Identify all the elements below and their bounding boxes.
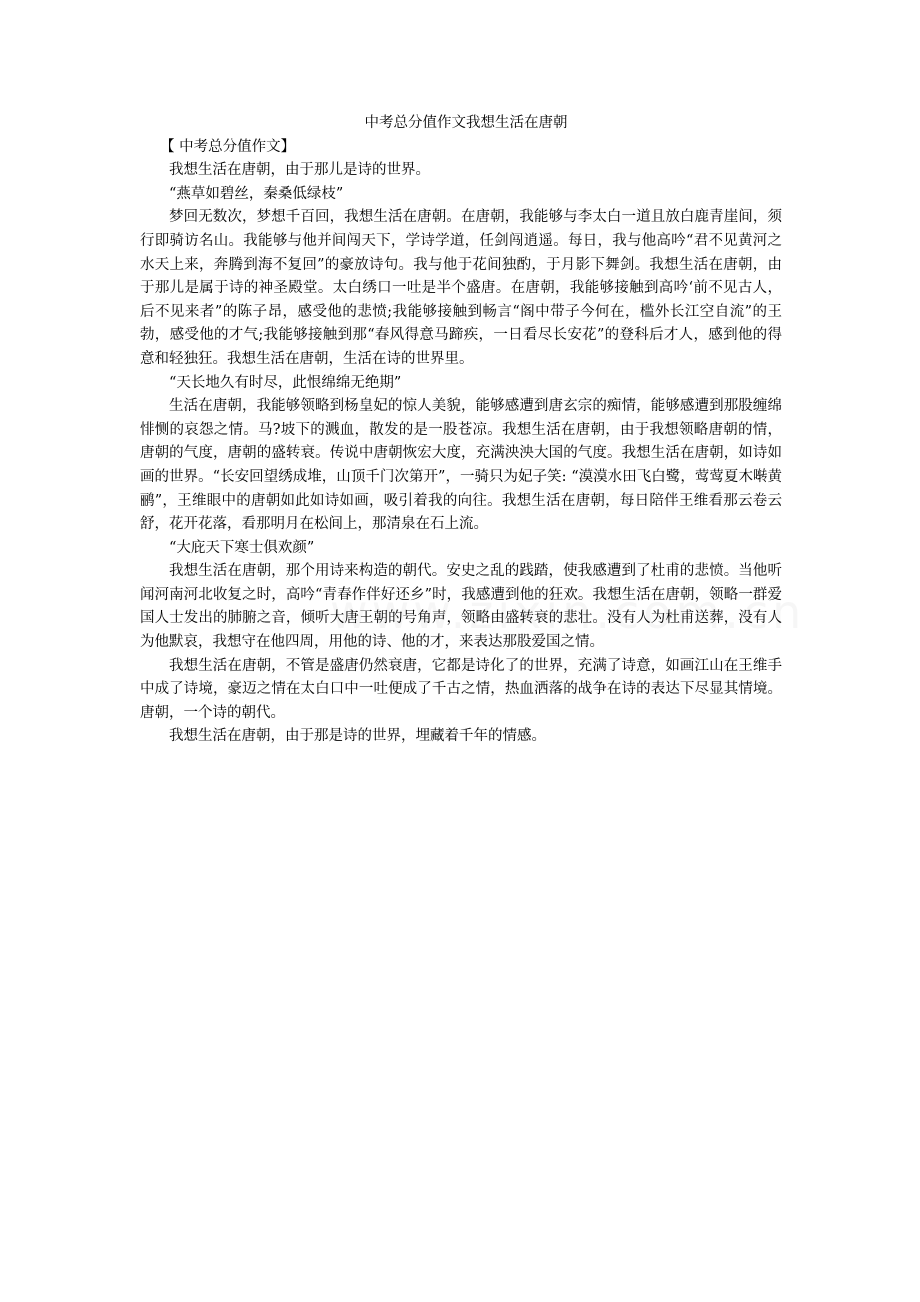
poem-quote: “天长地久有时尽，此恨绵绵无绝期” — [169, 374, 402, 391]
section-label: 【 中考总分值作文】 — [160, 138, 296, 155]
document-title: 中考总分值作文我想生活在唐朝 — [364, 115, 568, 131]
paragraph: 我想生活在唐朝，不管是盛唐仍然衰唐，它都是诗化了的世界，充满了诗意，如画江山在王维手中成了诗境，豪迈之情在太白口中一吐便成了千古之情，热血洒落的战争在诗的表达下尽显其情境。唐朝，一个诗的朝代。 — [140, 657, 782, 721]
paragraph: 我想生活在唐朝，那个用诗来构造的朝代。安史之乱的践踏，使我感遭到了杜甫的悲愤。当他听闻河南河北收复之时，高吟“青春作伴好还乡”时，我感遭到他的狂欢。我想生活在唐朝，领略一群爱国人士发出的肺腑之音，倾听大唐王朝的号角声，领略由盛转衰的悲壮。没有人为杜甫送葬，没有人为他默哀，我想守在他四周，用他的诗、他的才，来表达那股爱国之情。 — [140, 563, 782, 651]
paragraph: 生活在唐朝，我能够领略到杨皇妃的惊人美貌，能够感遭到唐玄宗的痴情，能够感遭到那股缠绵悱恻的哀怨之情。马?坡下的溅血，散发的是一股苍凉。我想生活在唐朝，由于我想领略唐朝的情，唐朝的气度，唐朝的盛转衰。传说中唐朝恢宏大度，充满泱泱大国的气度。我想生活在唐朝，如诗如画的世界。“长安回望绣成堆，山顶千门次第开”，一骑只为妃子笑: “漠漠水田飞白鹭，莺莺夏木啭黄鹂”，王维眼中的唐朝如此如诗如画，吸引着我的向往。我想生活在唐朝，每日陪伴王维看那云卷云舒，花开花落，看那明月在松间上，那清泉在石上流。 — [140, 398, 782, 533]
paragraph: 梦回无数次，梦想千百回，我想生活在唐朝。在唐朝，我能够与李太白一道且放白鹿青崖间，须行即骑访名山。我能够与他并间闯天下，学诗学道，任剑闯逍遥。每日，我与他高吟“君不见黄河之水天上来，奔腾到海不复回”的豪放诗句。我与他于花间独酌，于月影下舞剑。我想生活在唐朝，由于那儿是属于诗的神圣殿堂。太白绣口一吐是半个盛唐。在唐朝，我能够接触到高吟‘前不见古人，后不见来者”的陈子昂，感受他的悲愤;我能够接触到畅言“阁中带子今何在，槛外长江空自流”的王勃，感受他的才气;我能够接触到那“春风得意马蹄疾，一日看尽长安花”的登科后才人，感到他的得意和轻独狂。我想生活在唐朝，生活在诗的世界里。 — [140, 209, 782, 367]
poem-quote: “燕草如碧丝，秦桑低绿枝” — [169, 185, 344, 202]
poem-quote: “大庇天下寒士俱欢颜” — [169, 539, 315, 556]
paragraph: 我想生活在唐朝，由于那是诗的世界，埋藏着千年的情感。 — [169, 728, 546, 745]
paragraph: 我想生活在唐朝，由于那儿是诗的世界。 — [169, 162, 430, 179]
document-page — [140, 112, 782, 749]
